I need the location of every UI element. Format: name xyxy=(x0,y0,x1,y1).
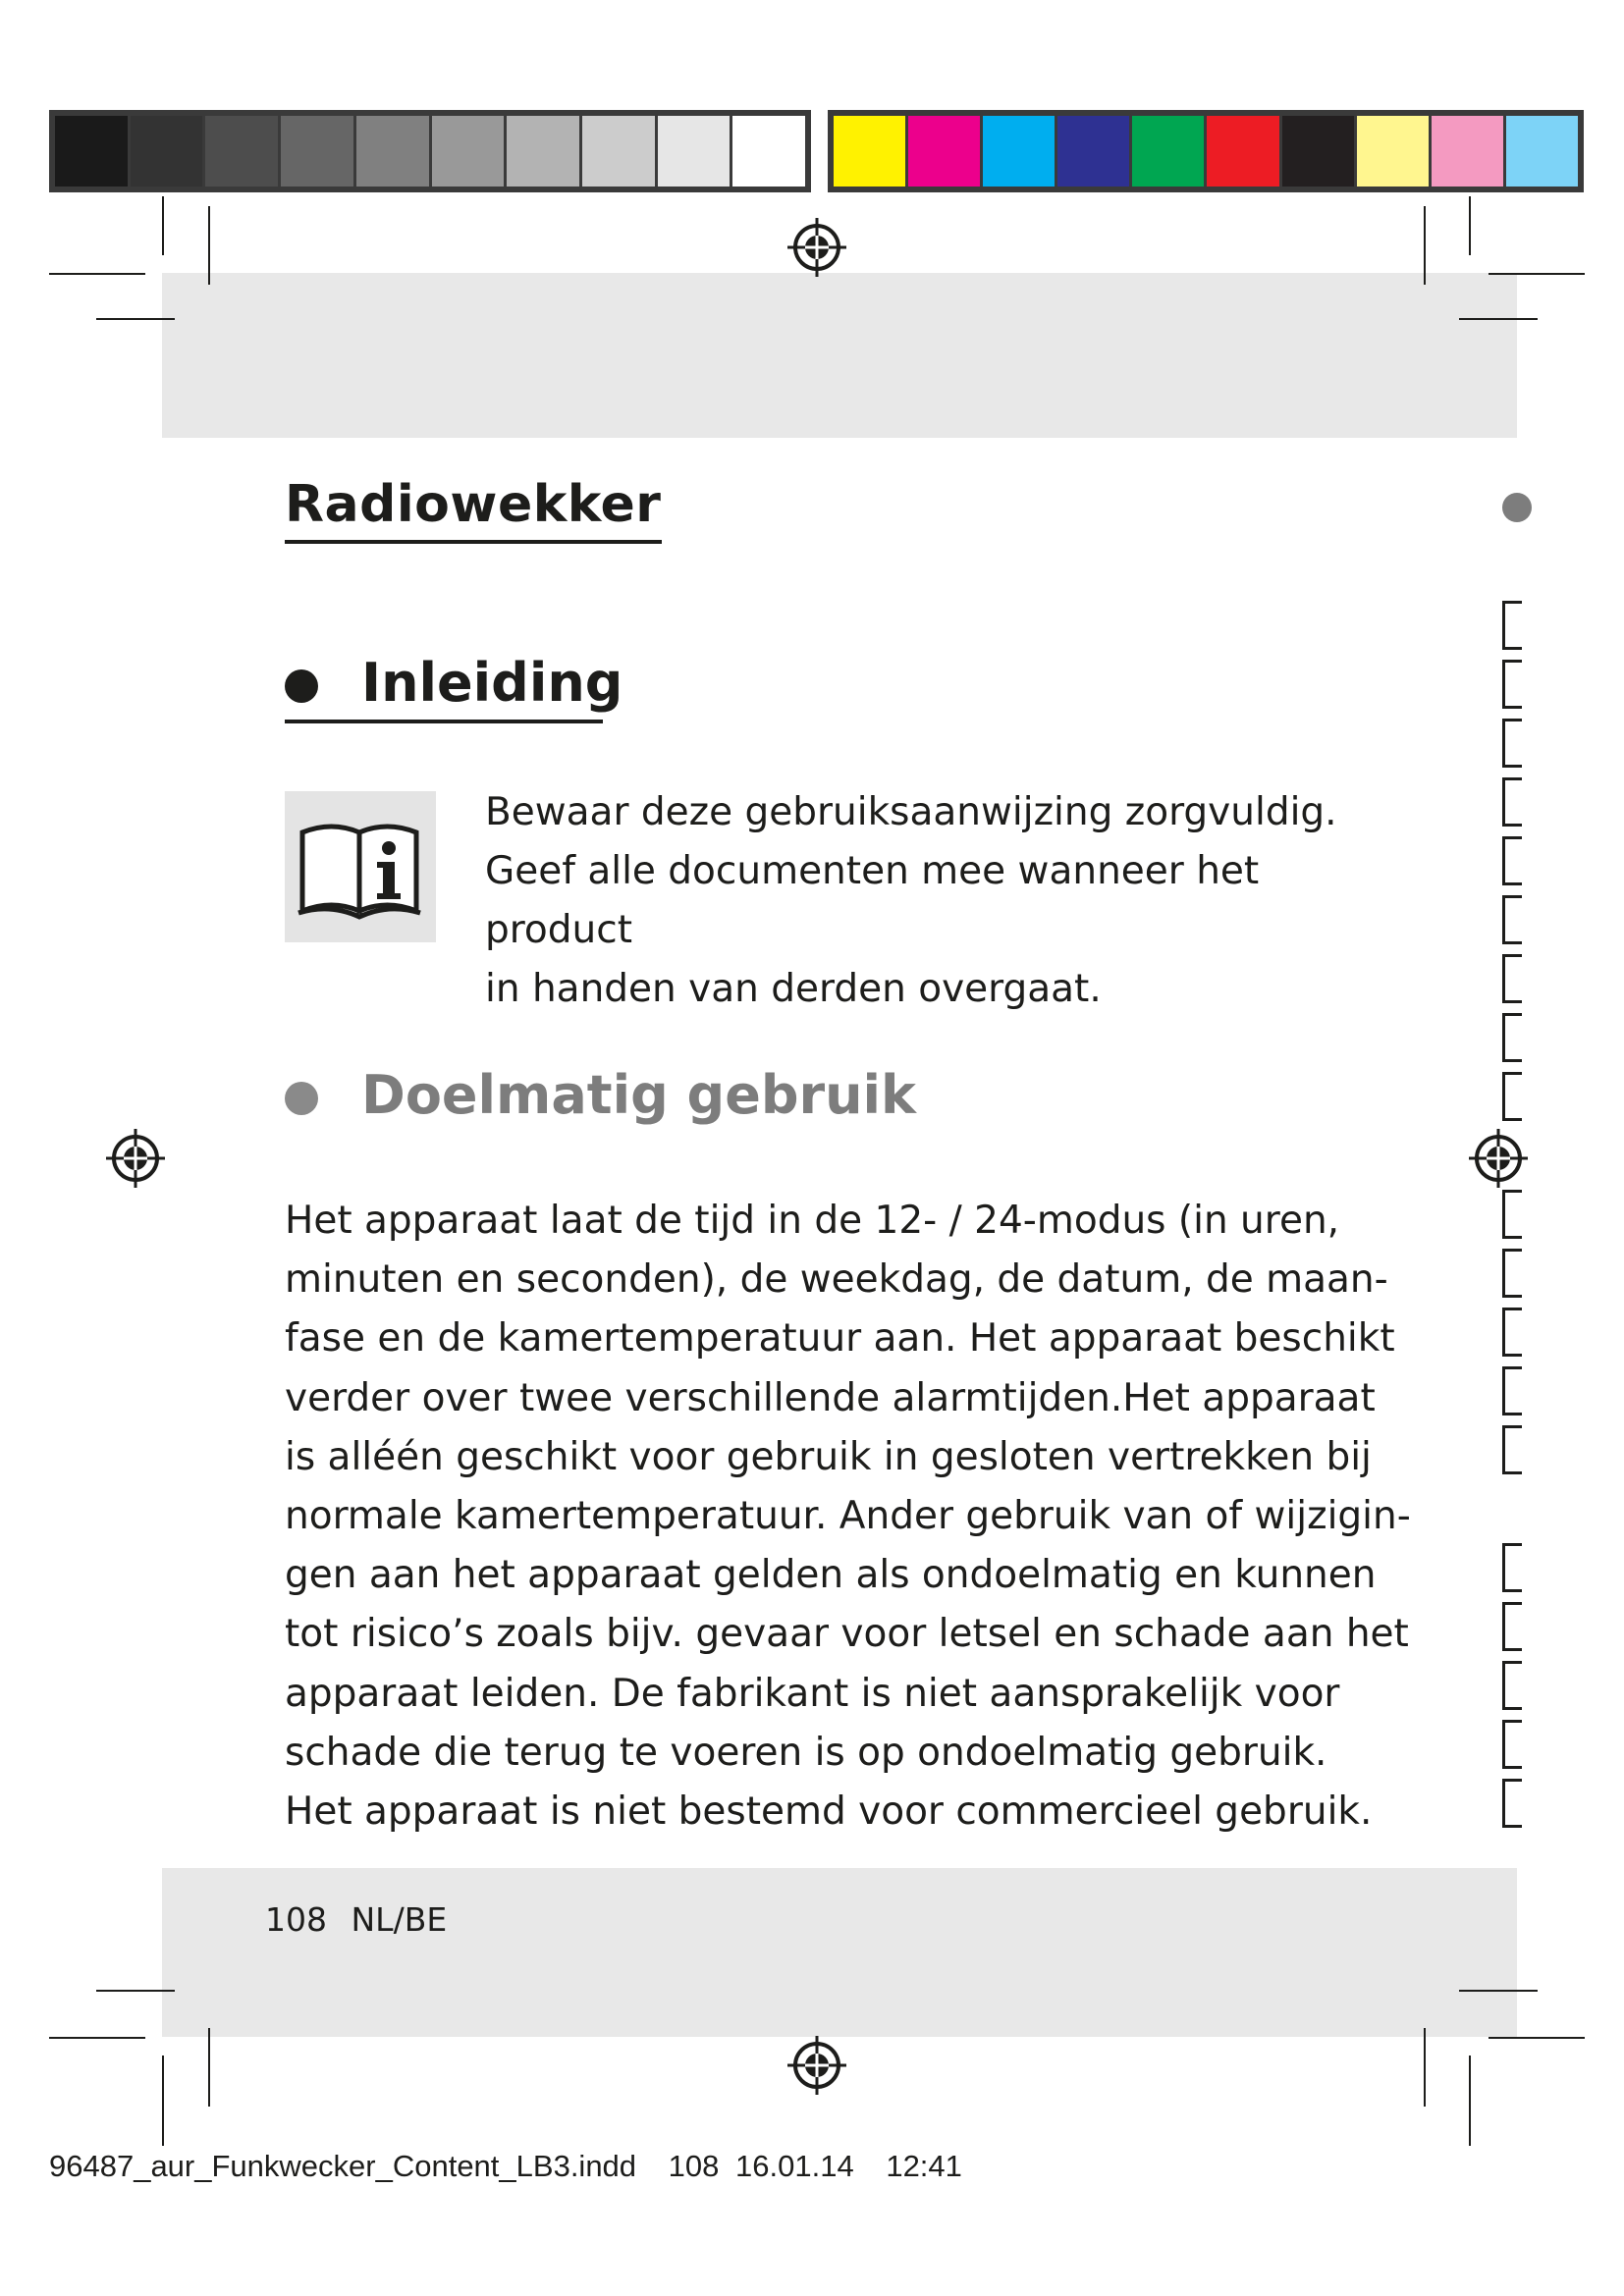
slug-page: 108 xyxy=(668,2149,720,2183)
color-swatch xyxy=(834,116,908,187)
edge-fragment xyxy=(1502,836,1522,885)
section-bullet-icon xyxy=(285,669,318,703)
body-line: is alléén geschikt voor gebruik in gesloten vertrekken bij xyxy=(285,1434,1372,1479)
edge-fragment xyxy=(1502,1072,1522,1121)
page-footer xyxy=(265,1900,447,1939)
crop-mark xyxy=(162,196,164,255)
gray-swatch xyxy=(131,116,206,187)
edge-fragment xyxy=(1502,1543,1522,1592)
edge-fragment xyxy=(1502,1602,1522,1651)
gray-swatch xyxy=(55,116,131,187)
edge-fragment xyxy=(1502,719,1522,768)
edge-fragment xyxy=(1502,660,1522,709)
top-band xyxy=(162,273,1517,438)
body-line: apparaat leiden. De fabrikant is niet aansprakelijk voor xyxy=(285,1671,1340,1716)
page-title: Radiowekker xyxy=(285,475,662,544)
edge-fragment xyxy=(1502,1249,1522,1298)
body-line: verder over twee verschillende alarmtijden.Het apparaat xyxy=(285,1375,1376,1420)
crop-mark xyxy=(1489,273,1585,275)
body-line: gen aan het apparaat gelden als ondoelmatig en kunnen xyxy=(285,1553,1377,1598)
color-swatch xyxy=(1432,116,1506,187)
gray-swatch xyxy=(582,116,658,187)
crop-mark xyxy=(1489,2037,1585,2039)
grayscale-calibration-bar xyxy=(49,110,811,192)
color-calibration-bar xyxy=(828,110,1584,192)
section-bullet-icon xyxy=(285,1082,318,1115)
gray-swatch xyxy=(356,116,432,187)
color-swatch xyxy=(908,116,983,187)
registration-mark-icon xyxy=(104,1127,167,1190)
slug-date: 16.01.14 xyxy=(735,2149,854,2183)
edge-fragment xyxy=(1502,1308,1522,1357)
crop-mark xyxy=(49,273,145,275)
locale-label: NL/BE xyxy=(351,1900,448,1939)
color-swatch xyxy=(1506,116,1578,187)
crop-mark xyxy=(1459,318,1538,320)
print-slug xyxy=(49,2149,986,2184)
edge-fragment xyxy=(1502,1013,1522,1062)
crop-mark xyxy=(1424,206,1426,285)
info-paragraph xyxy=(485,783,1388,1019)
gray-swatch xyxy=(205,116,281,187)
crop-mark xyxy=(96,318,175,320)
edge-bullet xyxy=(1502,493,1532,522)
info-line: Bewaar deze gebruiksaanwijzing zorgvuldig. xyxy=(485,790,1337,834)
crop-mark xyxy=(96,1990,175,1992)
body-line: Het apparaat is niet bestemd voor commercieel gebruik. xyxy=(285,1789,1373,1835)
body-line: schade die terug te voeren is op ondoelmatig gebruik. xyxy=(285,1730,1327,1775)
color-swatch xyxy=(1282,116,1357,187)
crop-mark xyxy=(49,2037,145,2039)
slug-time: 12:41 xyxy=(886,2149,962,2183)
crop-mark xyxy=(1469,196,1471,255)
edge-fragment xyxy=(1502,1366,1522,1415)
gray-swatch xyxy=(281,116,356,187)
slug-filename: 96487_aur_Funkwecker_Content_LB3.indd xyxy=(49,2149,637,2183)
crop-mark xyxy=(1469,2056,1471,2146)
color-swatch xyxy=(983,116,1057,187)
edge-fragment xyxy=(1502,1779,1522,1828)
color-swatch xyxy=(1357,116,1432,187)
crop-mark xyxy=(1424,2028,1426,2107)
bottom-band xyxy=(162,1868,1517,2037)
registration-mark-icon xyxy=(785,216,848,279)
heading-underline xyxy=(285,720,603,723)
gray-swatch xyxy=(507,116,582,187)
body-line: tot risico’s zoals bijv. gevaar voor letsel en schade aan het xyxy=(285,1612,1409,1657)
edge-fragment xyxy=(1502,1720,1522,1769)
color-swatch xyxy=(1132,116,1207,187)
gray-swatch xyxy=(732,116,805,187)
manual-info-icon xyxy=(285,791,436,942)
edge-fragment xyxy=(1502,1425,1522,1474)
body-paragraph xyxy=(285,1192,1411,1842)
body-line: Het apparaat laat de tijd in de 12- / 24-modus (in uren, xyxy=(285,1199,1340,1243)
color-swatch xyxy=(1057,116,1132,187)
color-swatch xyxy=(1207,116,1281,187)
page-number: 108 xyxy=(265,1900,327,1939)
crop-mark xyxy=(162,2056,164,2146)
crop-mark xyxy=(208,2028,210,2107)
registration-mark-icon xyxy=(1467,1127,1530,1190)
edge-fragment xyxy=(1502,777,1522,827)
info-line: Geef alle documenten mee wanneer het product xyxy=(485,849,1260,952)
section-heading-intended-use: Doelmatig gebruik xyxy=(361,1064,916,1126)
crop-mark xyxy=(208,206,210,285)
gray-swatch xyxy=(432,116,508,187)
section-heading-intro: Inleiding xyxy=(361,652,623,714)
body-line: fase en de kamertemperatuur aan. Het apparaat beschikt xyxy=(285,1316,1395,1362)
edge-fragment xyxy=(1502,601,1522,650)
edge-fragment xyxy=(1502,1190,1522,1239)
edge-fragment xyxy=(1502,895,1522,944)
registration-mark-icon xyxy=(785,2034,848,2097)
body-line: normale kamertemperatuur. Ander gebruik van of wijzigin- xyxy=(285,1494,1411,1539)
body-line: minuten en seconden), de weekdag, de datum, de maan- xyxy=(285,1257,1388,1303)
crop-mark xyxy=(1459,1990,1538,1992)
gray-swatch xyxy=(658,116,733,187)
edge-fragment xyxy=(1502,1661,1522,1710)
info-line: in handen van derden overgaat. xyxy=(485,967,1102,1011)
edge-fragment xyxy=(1502,954,1522,1003)
